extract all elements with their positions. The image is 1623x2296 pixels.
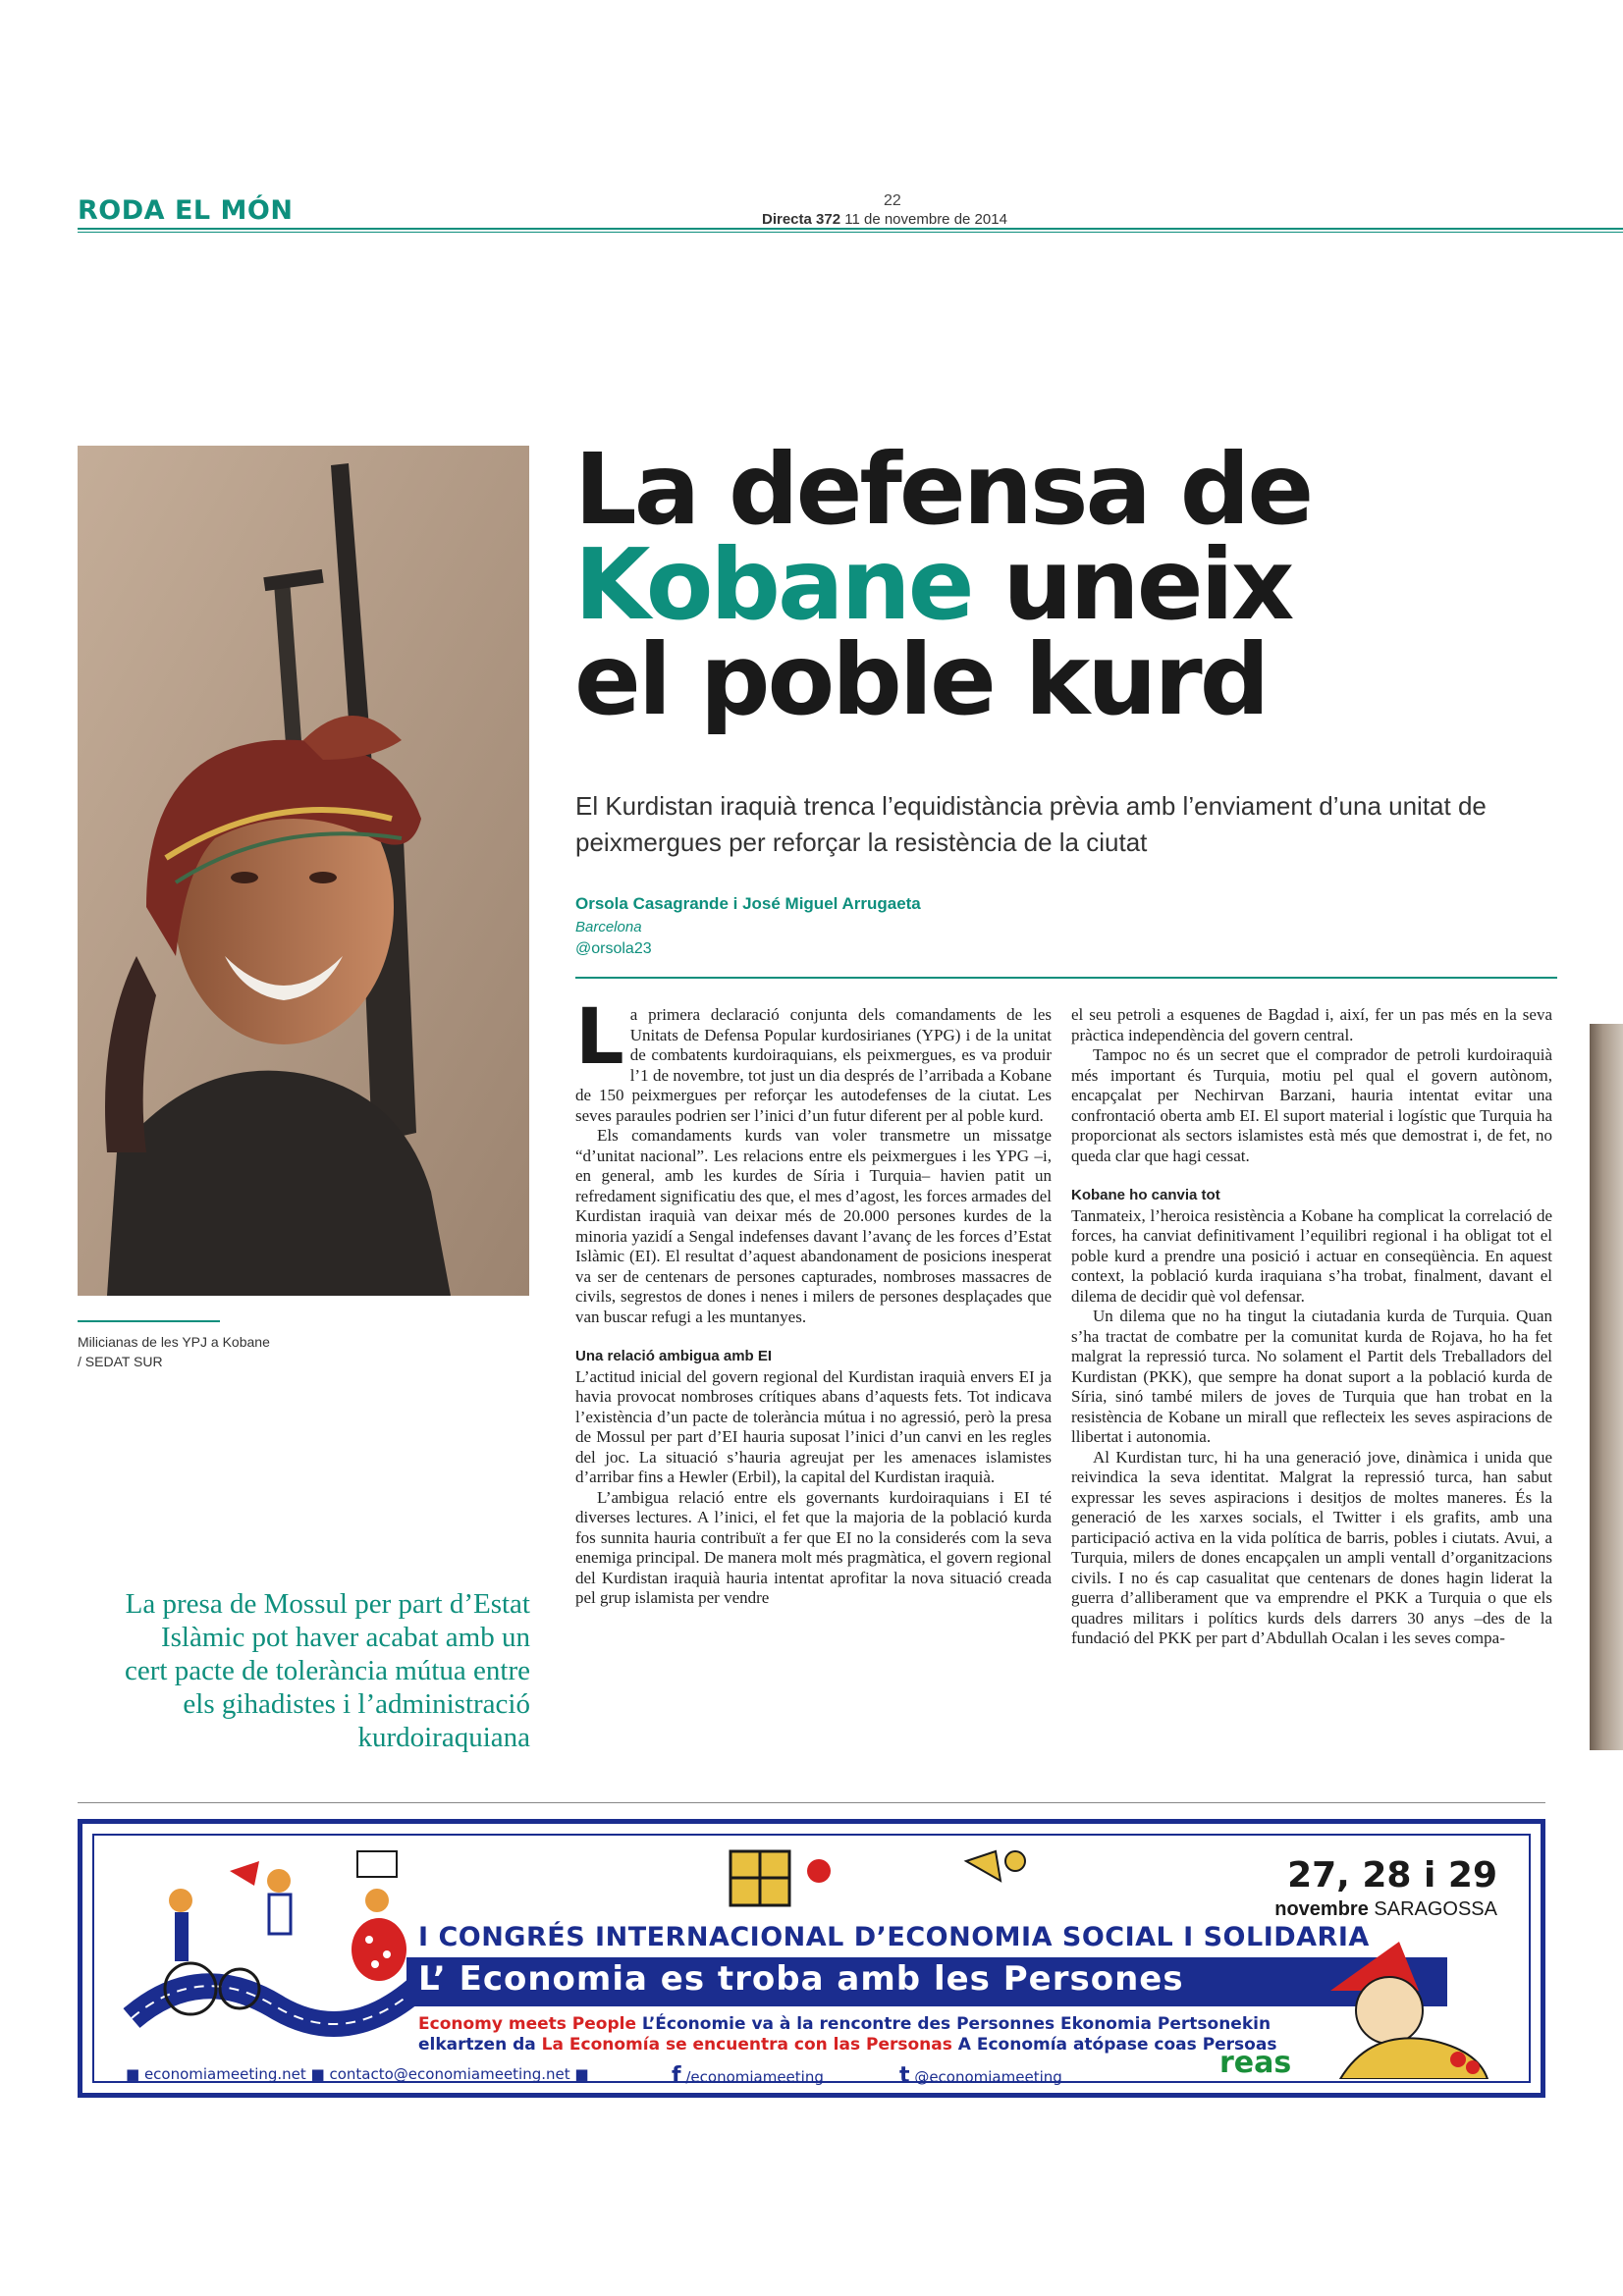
ad-twitter[interactable] <box>899 2063 1062 2088</box>
paragraph-7: Tanmateix, l’heroica resistència a Kobane ha complicat la correlació de forces, ha canviat definitivament l’equilibri regional i ha obligat tot el poble kurd a prendre una posició i actuar en conseqüència. En aquest context, la població kurda iraquiana s’ha trobat, finalment, davant el dilema de decidir què vol defensar. <box>1071 1205 1552 1306</box>
ad-lang-eu-a: Ekonomia Pertsonekin <box>1060 2014 1271 2034</box>
title-highlight: Kobane <box>574 527 972 642</box>
ad-illustration-people-icon <box>122 1842 416 2057</box>
section-label: RODA EL MÓN <box>78 195 294 226</box>
byline-rule <box>575 977 1557 979</box>
publication-info <box>762 211 1007 228</box>
ad-illustration-cook-icon <box>1311 1932 1497 2079</box>
title-line-1: La defensa de <box>574 432 1312 547</box>
paragraph-2: Els comandaments kurds van voler transmetre un missatge “d’unitat nacional”. Les relacions entre els peixmergues i les YPG –i, en general, amb les kurdes de Síria i Turquia– havien patit un refredament significatiu des que, el mes d’agost, les forces armades del Kurdistan iraquià van deixar més de 20.000 persones kurdes de la minoria yazidí a Sengal indefenses davant l’avanç de les forces d’Estat Islàmic (EI). El resultat d’aquest abandonament de posicions inesperat va ser de centenars de persones capturades, nombroses massacres de civils, segrestos de dones i nenes i milers de persones desplaçades que van buscar refugi a les muntanyes. <box>575 1126 1052 1326</box>
paragraph-4: L’ambigua relació entre els governants kurdoiraquians i EI té diverses lectures. A l’inici, el fet que la majoria de la població kurda fos sunnita hauria contribuït a fer que EI no la considerés com la seva enemiga principal. De manera molt més pragmàtica, el govern regional del Kurdistan iraquià hauria intentat aprofitar la nova situació creada pel grup islamista per vendre <box>575 1487 1052 1607</box>
page-number: 22 <box>884 192 901 209</box>
ad-twitter-handle: @economiameeting <box>914 2068 1062 2086</box>
subhead-2: Kobane ho canvia tot <box>1071 1187 1220 1203</box>
ad-separator-rule <box>78 1802 1545 1803</box>
body-column-1 <box>575 993 1052 1609</box>
ad-lang-es: La Economía se encuentra con las Personas <box>541 2035 952 2055</box>
author-handle[interactable]: @orsola23 <box>575 940 652 957</box>
header-rule <box>78 228 1623 230</box>
ad-facebook-handle: /economiameeting <box>685 2068 824 2086</box>
ad-slogan: L’ Economia es troba amb les Persones <box>418 1959 1184 1999</box>
paragraph-6: Tampoc no és un secret que el comprador de petroli kurdoiraquià més important és Turquia, motiu pel qual el govern autònom, encapçalat per Nechirvan Barzani, hauria intentat evitar una confrontació oberta amb EI. El suport material i logístic que Turquia ha proporcionat als sectors islamistes està més que demostrat i, de fet, no queda clar que hagi cessat. <box>1071 1045 1552 1165</box>
caption-rule <box>78 1320 220 1322</box>
ad-website-contact[interactable]: ■ economiameeting.net ■ contacto@economiameeting.net ■ <box>126 2065 589 2083</box>
title-line-2-rest: uneix <box>971 527 1292 642</box>
drop-cap: L <box>575 993 624 1082</box>
subhead-1: Una relació ambigua amb EI <box>575 1348 773 1364</box>
ad-dates: 27, 28 i 29 <box>1287 1855 1497 1896</box>
article-photo <box>78 446 529 1296</box>
article-subtitle: El Kurdistan iraquià trenca l’equidistància prèvia amb l’enviament d’una unitat de peixmergues per reforçar la resistència de la ciutat <box>575 791 1487 857</box>
ad-facebook[interactable] <box>672 2063 824 2088</box>
header-rule-thin <box>78 232 1623 233</box>
paragraph-3: L’actitud inicial del govern regional del Kurdistan iraquià envers EI ja havia provocat nombroses crítiques abans d’aquests fets. Tot indicava l’existència d’un pacte de tolerància mútua i no agressió, però la presa de Mossul per part d’EI hauria suposat l’inici d’un canvi en les regles del joc. La situació s’hauria agreujat per les amenaces islamistes d’arribar fins a Hewler (Erbil), la capital del Kurdistan iraquià. <box>575 1366 1052 1486</box>
photo-illustration <box>78 446 529 1296</box>
paragraph-8: Un dilema que no ha tingut la ciutadania kurda de Turquia. Quan s’ha tractat de combatre per la comunitat kurda de Rojava, ho ha fet malgrat la repressió turca. No solament el Partit dels Treballadors del Kurdistan (PKK), que sempre ha donat suport a la població kurda de Síria, sinó també milers de joves de Turquia que han trobat en la resistència de Kobane un mirall que reflecteix les seves aspiracions de llibertat i autonomia. <box>1071 1307 1552 1446</box>
ad-month-city <box>1274 1898 1497 1921</box>
ad-brand-logo: reas <box>1219 2046 1292 2080</box>
pull-quote: La presa de Mossul per part d’Estat Islàmic pot haver acabat amb un cert pacte de tolerància mútua entre els gihadistes i l’administració kurdoiraquiana <box>124 1588 530 1753</box>
publication-date: 11 de novembre de 2014 <box>844 211 1007 228</box>
facebook-icon: f <box>672 2063 681 2088</box>
ad-congress-title: I CONGRÉS INTERNACIONAL D’ECONOMIA SOCIAL I SOLIDARIA <box>418 1922 1370 1952</box>
ad-city: SARAGOSSA <box>1374 1898 1497 1920</box>
publication-name: Directa 372 <box>762 211 841 228</box>
byline-place: Barcelona <box>575 919 642 935</box>
ad-lang-gl: A Economía atópase coas Persoas <box>957 2035 1277 2055</box>
ad-lang-fr: L’Économie va à la rencontre des Personnes <box>641 2014 1055 2034</box>
ad-illustration-window-icon <box>672 1842 1084 1920</box>
photo-caption: Milicianas de les YPJ a Kobane / SEDAT SUR <box>78 1334 270 1369</box>
ad-lang-en: Economy meets People <box>418 2014 636 2034</box>
paragraph-5: el seu petroli a esquenes de Bagdad i, així, fer un pas més en la seva pràctica independència del govern central. <box>1071 1005 1552 1044</box>
paragraph-1-text: a primera declaració conjunta dels comandaments de les Unitats de Defensa Popular kurdosirianes (YPG) i de la unitat de combatents kurdoiraquians, els peixmergues, es va produir l’1 de novembre, tot just un dia després de l’arribada a Kobane de 150 peixmergues per reforçar les autodefenses de la ciutat. Les seves paraules podrien ser l’inici d’un futur diferent per al poble kurd. <box>575 1005 1052 1125</box>
body-column-2 <box>1071 1005 1552 1649</box>
paragraph-9: Al Kurdistan turc, hi ha una generació jove, dinàmica i unida que reivindica la seva identitat. Malgrat la repressió turca, han sabut expressar les seves aspiracions i desitjos de moltes maneres. És la generació de les xarxes socials, el Twitter i els grafits, amb una participació activa en la vida política de barris, pobles i ciutats. Avui, a Turquia, milers de dones encapçalen un ampli ventall d’organitzacions civils. I no és cap casualitat que centenars de dones hagin liderat la guerra d’alliberament que va emprendre el PKK a Turquia o que els quadres militars i polítics kurds dels darrers 30 anys –des de la fundació del PKK per part d’Abdullah Ocalan i les seves compa- <box>1071 1447 1552 1647</box>
byline-authors: Orsola Casagrande i José Miguel Arrugaeta <box>575 894 921 913</box>
paragraph-1 <box>575 993 1052 1126</box>
article-title <box>574 432 1615 737</box>
title-line-2 <box>574 527 1615 642</box>
twitter-icon: t <box>899 2063 910 2088</box>
advertisement[interactable] <box>78 1819 1545 2098</box>
title-line-3: el poble kurd <box>574 622 1268 737</box>
ad-month: novembre <box>1274 1898 1369 1920</box>
ad-lang-eu-b: elkartzen da <box>418 2035 536 2055</box>
adjacent-page-photo-edge <box>1590 1024 1623 1750</box>
